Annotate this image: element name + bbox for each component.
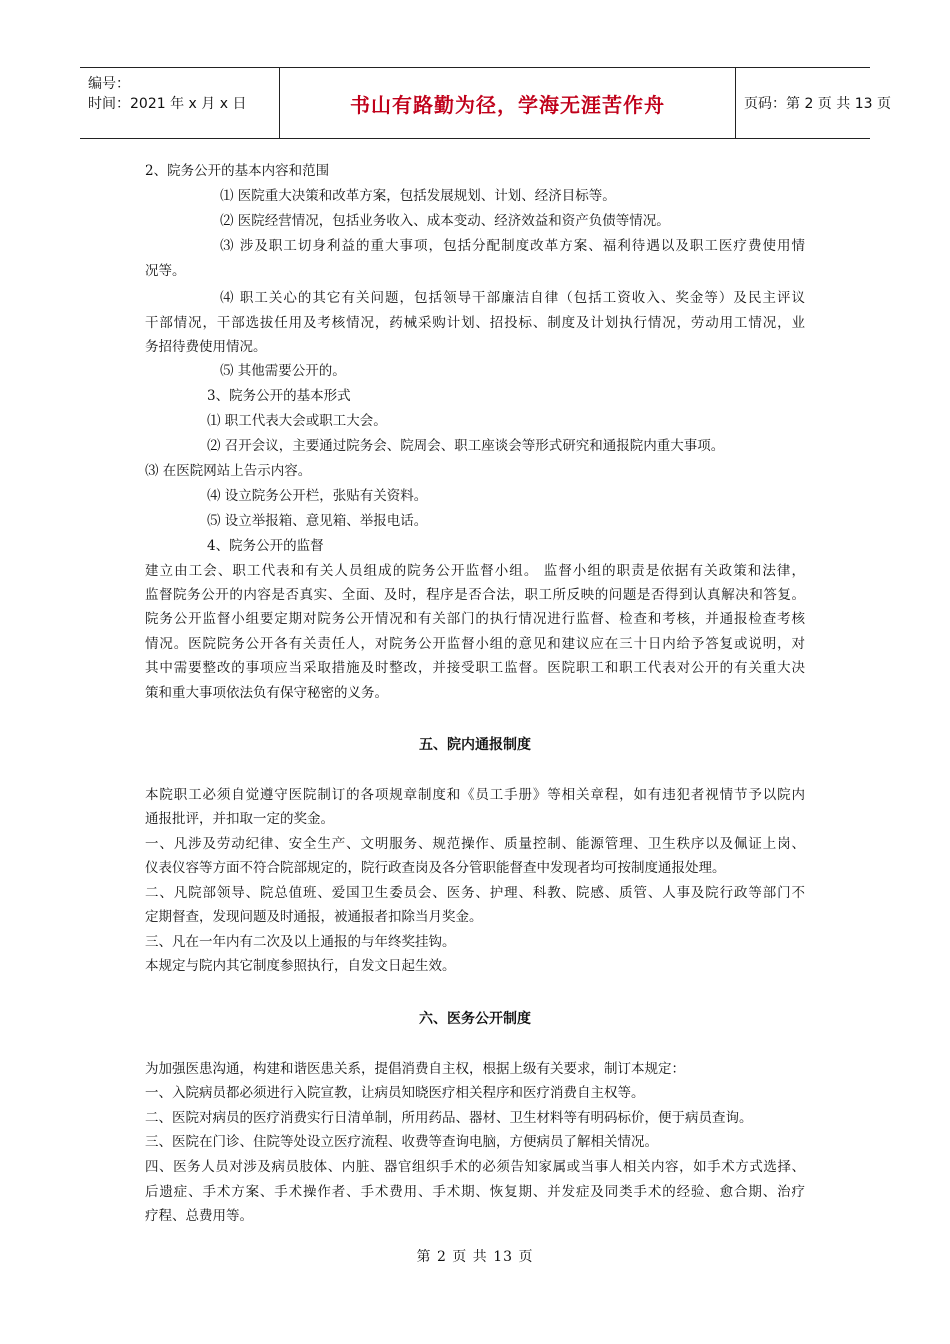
section4-title: 4、院务公开的监督 bbox=[207, 538, 324, 554]
document-number-label: 编号： bbox=[88, 76, 130, 92]
section2-item-4-line-2: 干部情况，干部选拔任用及考核情况，药械采购计划、招投标、制度及计划执行情况，劳动用工情况，业 bbox=[145, 315, 805, 331]
section5-line: 本规定与院内其它制度参照执行，自发文日起生效。 bbox=[145, 958, 456, 974]
page-footer: 第 2 页 共 13 页 bbox=[416, 1249, 534, 1265]
header-motto: 书山有路勤为径，学海无涯苦作舟 bbox=[350, 92, 665, 117]
section2-item-4-line-1: ⑷ 职工关心的其它有关问题，包括领导干部廉洁自律（包括工资收入、奖金等）及民主评议 bbox=[220, 290, 805, 306]
page-header bbox=[80, 67, 891, 139]
section6-line: 后遗症、手术方案、手术操作者、手术费用、手术期、恢复期、并发症及同类手术的经验、愈合期、治疗 bbox=[145, 1184, 805, 1200]
section4-line: 监督院务公开的内容是否真实、全面、及时，程序是否合法，职工所反映的问题是否得到认真解决和答复。 bbox=[145, 587, 805, 603]
section5-line: 通报批评，并扣取一定的奖金。 bbox=[145, 811, 334, 827]
section4-line: 情况。医院院务公开各有关责任人，对院务公开监督小组的意见和建议应在三十日内给予答复或说明，对 bbox=[145, 636, 805, 652]
section6-line: 二、医院对病员的医疗消费实行日清单制，所用药品、器材、卫生材料等有明码标价，便于病员查询。 bbox=[145, 1110, 753, 1126]
header-page-cell bbox=[736, 68, 891, 138]
section5-line: 定期督查，发现问题及时通报，被通报者扣除当月奖金。 bbox=[145, 909, 483, 925]
header-meta bbox=[80, 68, 280, 138]
section6-heading: 六、医务公开制度 bbox=[419, 1011, 531, 1027]
section3-item-5: ⑸ 设立举报箱、意见箱、举报电话。 bbox=[207, 513, 428, 529]
section2-item-5: ⑸ 其他需要公开的。 bbox=[220, 363, 346, 379]
section4-line: 院务公开监督小组要定期对院务公开情况和有关部门的执行情况进行监督、检查和考核，并通报检查考核 bbox=[145, 611, 805, 627]
section6-line: 疗程、总费用等。 bbox=[145, 1208, 253, 1224]
section2-item-1: ⑴ 医院重大决策和改革方案，包括发展规划、计划、经济目标等。 bbox=[220, 188, 616, 204]
section3-title: 3、院务公开的基本形式 bbox=[207, 388, 351, 404]
section5-line: 二、凡院部领导、院总值班、爱国卫生委员会、医务、护理、科教、院感、质管、人事及院行政等部门不 bbox=[145, 885, 805, 901]
section2-item-4-line-3: 务招待费使用情况。 bbox=[145, 339, 267, 355]
section2-title: 2、院务公开的基本内容和范围 bbox=[145, 163, 330, 179]
section3-item-4: ⑷ 设立院务公开栏，张贴有关资料。 bbox=[207, 488, 428, 504]
section2-item-3-line-2: 况等。 bbox=[145, 263, 186, 279]
section3-item-2: ⑵ 召开会议，主要通过院务会、院周会、职工座谈会等形式研究和通报院内重大事项。 bbox=[207, 438, 725, 454]
document-date: 时间：2021 年 x 月 x 日 bbox=[88, 96, 247, 112]
section5-line: 三、凡在一年内有二次及以上通报的与年终奖挂钩。 bbox=[145, 934, 456, 950]
section6-line: 三、医院在门诊、住院等处设立医疗流程、收费等查询电脑，方便病员了解相关情况。 bbox=[145, 1134, 658, 1150]
section6-line: 一、入院病员都必须进行入院宣教，让病员知晓医疗相关程序和医疗消费自主权等。 bbox=[145, 1085, 645, 1101]
section4-line: 策和重大事项依法负有保守秘密的义务。 bbox=[145, 685, 388, 701]
section3-item-3: ⑶ 在医院网站上告示内容。 bbox=[145, 463, 312, 479]
section5-line: 仪表仪容等方面不符合院部规定的，院行政查岗及各分管职能督查中发现者均可按制度通报处理。 bbox=[145, 860, 726, 876]
section6-line: 为加强医患沟通，构建和谐医患关系，提倡消费自主权，根据上级有关要求，制订本规定： bbox=[145, 1061, 685, 1077]
section5-line: 一、凡涉及劳动纪律、安全生产、文明服务、规范操作、质量控制、能源管理、卫生秩序以及佩证上岗、 bbox=[145, 836, 805, 852]
header-page-number: 页码：第 2 页 共 13 页 bbox=[744, 96, 891, 112]
section4-line: 建立由工会、职工代表和有关人员组成的院务公开监督小组。 监督小组的职责是依据有关政策和法律， bbox=[145, 563, 805, 579]
section2-item-2: ⑵ 医院经营情况，包括业务收入、成本变动、经济效益和资产负债等情况。 bbox=[220, 213, 670, 229]
section4-line: 其中需要整改的事项应当采取措施及时整改，并接受职工监督。医院职工和职工代表对公开的有关重大决 bbox=[145, 660, 805, 676]
section2-item-3-line-1: ⑶ 涉及职工切身利益的重大事项，包括分配制度改革方案、福利待遇以及职工医疗费使用情 bbox=[220, 238, 805, 254]
section3-item-1: ⑴ 职工代表大会或职工大会。 bbox=[207, 413, 387, 429]
section5-line: 本院职工必须自觉遵守医院制订的各项规章制度和《员工手册》等相关章程，如有违犯者视情节予以院内 bbox=[145, 787, 805, 803]
section6-line: 四、医务人员对涉及病员肢体、内脏、器官组织手术的必须告知家属或当事人相关内容，如手术方式选择、 bbox=[145, 1159, 805, 1175]
header-motto-cell bbox=[280, 68, 736, 138]
section5-heading: 五、院内通报制度 bbox=[419, 737, 531, 753]
